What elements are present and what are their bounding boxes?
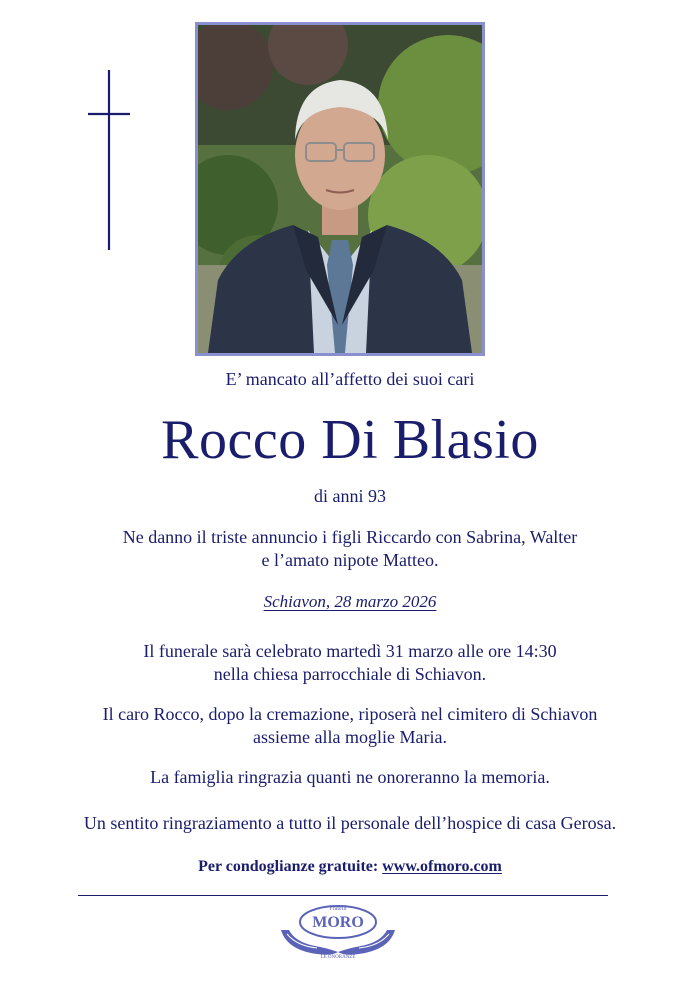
announcement-line-2: e l’amato nipote Matteo. [261, 550, 439, 570]
age-line: di anni 93 [314, 486, 386, 506]
place-date [0, 592, 700, 612]
funeral-paragraph [0, 640, 700, 686]
condolences-link[interactable]: www.ofmoro.com [382, 858, 502, 875]
logo-bottom-text: LE ONORANZE [320, 955, 356, 960]
intro-line: E’ mancato all’affetto dei suoi cari [225, 369, 475, 389]
family-thanks: La famiglia ringrazia quanti ne onoreranno la memoria. [150, 767, 550, 787]
logo-top-text: Fratelli [329, 906, 347, 912]
burial-line-1: Il caro Rocco, dopo la cremazione, riposerà nel cimitero di Schiavon [102, 704, 598, 724]
portrait-illustration [198, 25, 482, 353]
burial-line-2: assieme alla moglie Maria. [253, 727, 447, 747]
condolences-label: Per condoglianze gratuite: [198, 858, 379, 875]
staff-thanks: Un sentito ringraziamento a tutto il personale dell’hospice di casa Gerosa. [83, 813, 617, 833]
announcement-line-1: Ne danno il triste annuncio i figli Riccardo con Sabrina, Walter [122, 527, 578, 547]
hands-logo-icon [277, 900, 399, 960]
place-date-text: Schiavon, 28 marzo 2026 [263, 592, 437, 611]
logo-main-text: MORO [312, 914, 364, 931]
funeral-line-1: Il funerale sarà celebrato martedì 31 marzo alle ore 14:30 [143, 641, 557, 661]
deceased-name: Rocco Di Blasio [161, 409, 539, 471]
divider-line [78, 895, 608, 896]
cross-icon [88, 70, 130, 250]
announcement-paragraph [0, 526, 700, 572]
portrait-photo [195, 22, 485, 356]
condolences-line [0, 858, 700, 876]
funeral-line-2: nella chiesa parrocchiale di Schiavon. [213, 664, 487, 684]
burial-paragraph [0, 703, 700, 749]
